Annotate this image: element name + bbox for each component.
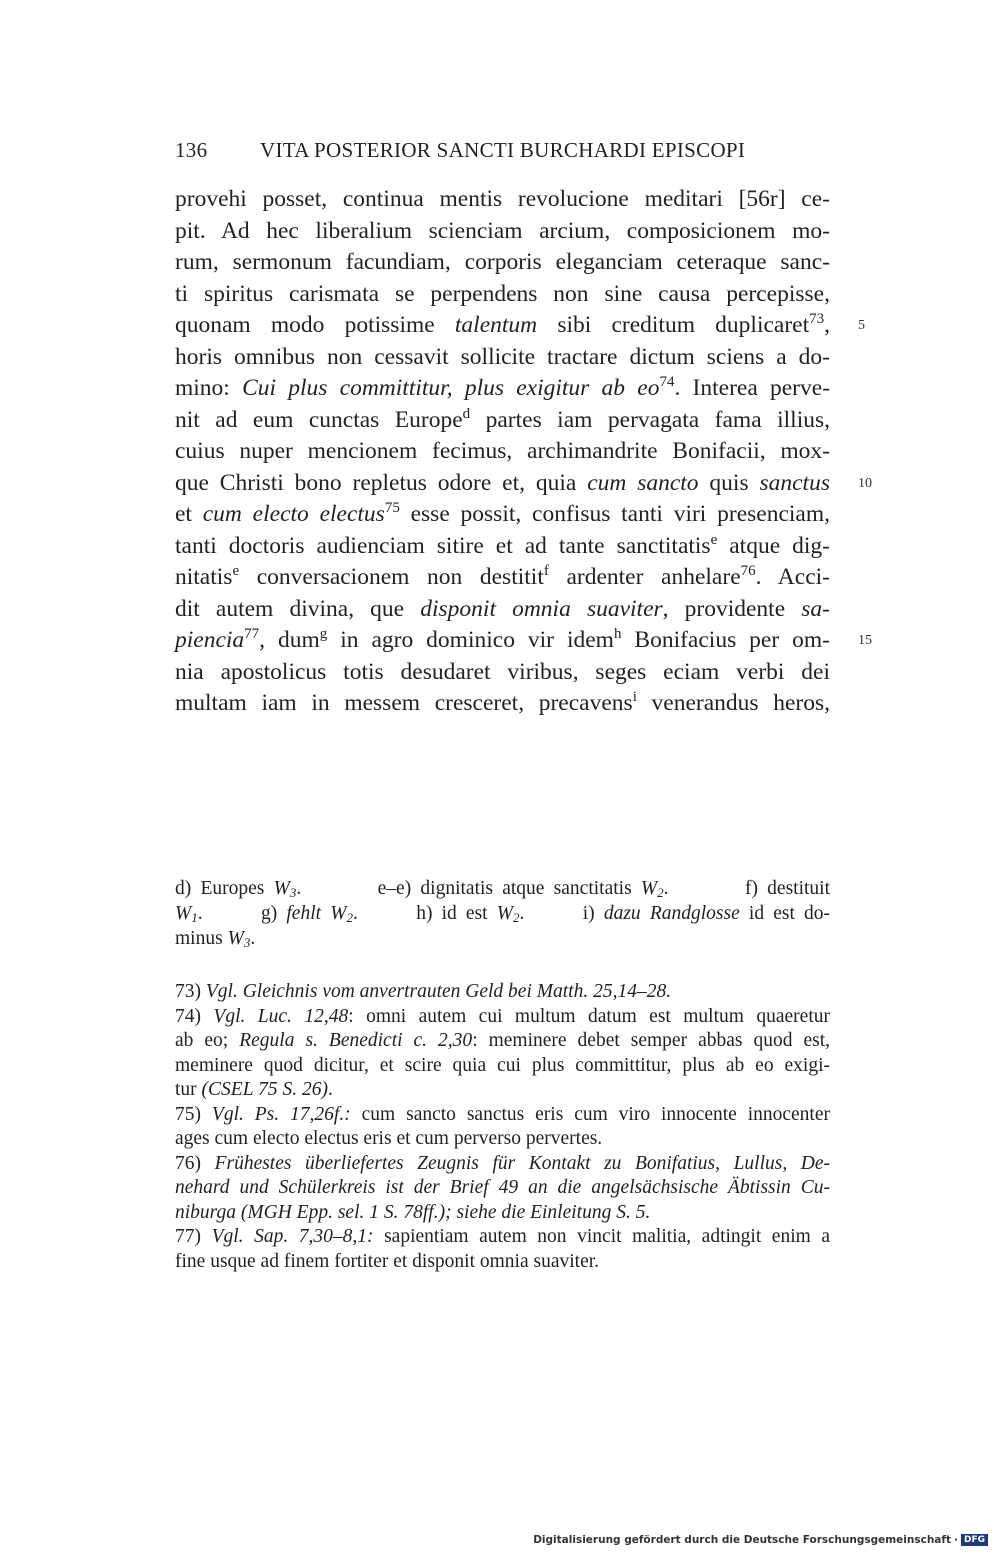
apparatus-line	[175, 876, 830, 901]
text-line: ti spiritus carismata se perpendens non sine causa percepisse,	[175, 280, 830, 307]
footnote-line: meminere quod dicitur, et scire quia cui plus committitur, plus ab eo exigi-	[175, 1054, 830, 1076]
page-number: 136	[175, 138, 208, 162]
apparatus-ref: g	[319, 626, 328, 642]
apparatus-ref: i	[632, 689, 637, 705]
apparatus-entry-h: h) id est $W_2$.	[416, 903, 525, 925]
critical-apparatus	[175, 876, 830, 951]
apparatus-line: minus $W_3$.	[175, 928, 256, 950]
footnote-line: tur (CSEL 75 S. 26).	[175, 1079, 333, 1100]
footnote-line: niburga (MGH Epp. sel. 1 S. 78ff.); siehe die Einleitung S. 5.	[175, 1201, 651, 1223]
text-line: tanti doctoris audienciam sitire et ad tante sanctitatis$^e$ atque dig-	[175, 531, 830, 559]
footnote-77: 77) Vgl. Sap. 7,30–8,1: sapientiam autem non vincit malitia, adtingit enim a	[175, 1226, 831, 1247]
running-title: VITA POSTERIOR SANCTI BURCHARDI EPISCOPI	[260, 138, 746, 162]
footnote-ref: 73	[809, 311, 825, 327]
line-number: 15	[858, 633, 872, 648]
footnote-line: nehard und Schülerkreis ist der Brief 49 an die angelsächsische Äbtissin Cu-	[175, 1177, 830, 1198]
apparatus-line: $W_1$. g) fehlt $W_2$. h) id est $W_2$. i) dazu Randglosse id est do-	[175, 903, 831, 925]
main-text	[175, 184, 872, 720]
footnote-line: fine usque ad finem fortiter et disponit omnia suaviter.	[175, 1250, 600, 1272]
footnote-ref: 74	[659, 374, 675, 390]
text-line: multam iam in messem cresceret, precavens$^i$ venerandus heros,	[175, 689, 830, 716]
apparatus-ref: h	[613, 626, 622, 642]
footnote-ref: 77	[244, 626, 260, 642]
digitization-credit	[533, 1534, 988, 1546]
apparatus-entry-g: g) fehlt $W_2$.	[260, 903, 358, 925]
apparatus-ref: f	[543, 563, 549, 579]
text-line: que Christi bono repletus odore et, quia cum sancto quis sanctus 10	[175, 468, 830, 500]
text-line: piencia$^{77}$, dum$^g$ in agro dominico vir idem$^h$ Bonifacius per om- 15	[175, 625, 830, 657]
text-line: et cum electo electus$^{75}$ esse possit, confisus tanti viri presenciam,	[175, 500, 830, 527]
apparatus-ref: d	[462, 405, 471, 422]
footnote-ref: 75	[384, 500, 400, 516]
apparatus-ref: e	[710, 531, 718, 548]
footnotes	[175, 980, 830, 1274]
apparatus-entry-f: f) destituit	[744, 878, 830, 899]
text-line: nitatis$^e$ conversacionem non destitit$^f$ ardenter anhelare$^{76}$. Acci-	[175, 563, 830, 590]
text-line: rum, sermonum facundiam, corporis eleganciam ceteraque sanc-	[175, 249, 830, 275]
text-line: pit. Ad hec liberalium scienciam arcium, composicionem mo-	[175, 217, 830, 244]
footnote-line: ages cum electo electus eris et cum perverso pervertes.	[175, 1128, 603, 1149]
text-line: mino: Cui plus committitur, plus exigitur ab $eo^{74}$. Interea perve-	[175, 374, 831, 401]
line-number: 10	[858, 475, 872, 491]
separator: ·	[953, 1534, 958, 1546]
dfg-logo: DFG	[961, 1534, 988, 1546]
running-header	[175, 138, 835, 170]
text-line: dit autem divina, que disponit omnia suaviter, providente sa-	[175, 595, 830, 622]
apparatus-entry-i: i) dazu Randglosse id est do-	[582, 903, 831, 924]
apparatus-entry-d: d) Europes $W_3$.	[175, 878, 302, 900]
text-line: horis omnibus non cessavit sollicite tractare dictum sciens a do-	[175, 343, 830, 370]
text-line: nit ad eum cunctas Europe$^d$ partes iam pervagata fama illius,	[175, 405, 830, 433]
footnote-ref: 76	[740, 563, 756, 579]
text-line: provehi posset, continua mentis revolucione meditari [56r] ce-	[175, 186, 830, 212]
footnote-line: ab eo; Regula s. Benedicti c. 2,30: meminere debet semper abbas quod est,	[175, 1030, 831, 1051]
apparatus-ref: e	[232, 563, 240, 579]
footnote-73: 73) Vgl. Gleichnis vom anvertrauten Geld bei Matth. 25,14–28.	[175, 981, 672, 1002]
footnote-74: 74) Vgl. Luc. 12,48: omni autem cui multum datum est multum quaeretur	[175, 1005, 830, 1027]
apparatus-entry-e: e–e) dignitatis atque sanctitatis $W_2$.	[377, 878, 669, 900]
text-line: cuius nuper mencionem fecimus, archimandrite Bonifacii, mox-	[175, 438, 830, 464]
text-line: quonam modo potissime talentum sibi creditum duplicaret$^{73}$, 5	[175, 310, 830, 342]
line-number: 5	[858, 318, 865, 333]
credit-text: Digitalisierung gefördert durch die Deutsche Forschungsgemeinschaft	[533, 1534, 951, 1546]
text-line: nia apostolicus totis desudaret viribus, seges eciam verbi dei	[175, 658, 830, 685]
footnote-76: 76) Frühestes überliefertes Zeugnis für Kontakt zu Bonifatius, Lullus, De-	[175, 1152, 831, 1174]
footnote-75: 75) Vgl. Ps. 17,26f.: cum sancto sanctus eris cum viro innocente innocenter	[175, 1103, 830, 1125]
